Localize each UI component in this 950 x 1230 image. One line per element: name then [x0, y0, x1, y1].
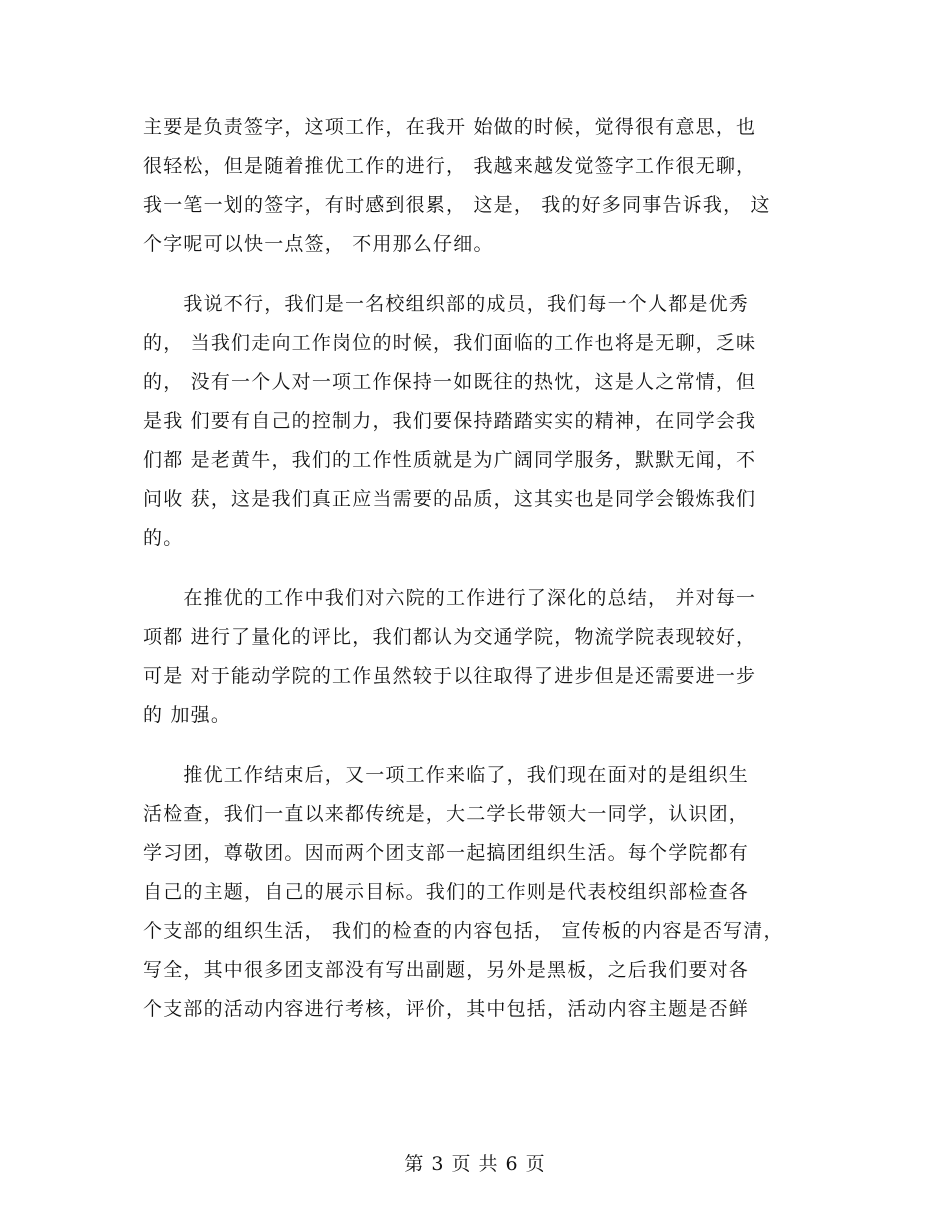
text-line: 主要是负责签字，这项工作，在我开 始做的时候，觉得很有意思，也 — [143, 116, 757, 138]
paragraph-4 — [143, 756, 823, 1029]
text-line: 学习团，尊敬团。因而两个团支部一起搞团组织生活。每个学院都有 — [143, 842, 750, 864]
text-line: 写全，其中很多团支部没有写出副题，另外是黑板，之后我们要对各 — [143, 959, 750, 981]
text-line: 可是 对于能动学院的工作虽然较于以往取得了进步但是还需要进一步 — [143, 665, 757, 687]
text-line: 我说不行，我们是一名校组织部的成员，我们每一个人都是优秀 — [143, 293, 750, 315]
text-line: 的， 当我们走向工作岗位的时候，我们面临的工作也将是无聊，乏味 — [143, 332, 757, 354]
text-line: 我一笔一划的签字，有时感到很累， 这是， 我的好多同事告诉我， 这 — [143, 194, 771, 216]
text-line: 个支部的活动内容进行考核，评价，其中包括，活动内容主题是否鲜 — [143, 998, 750, 1020]
text-line: 项都 进行了量化的评比，我们都认为交通学院，物流学院表现较好， — [143, 626, 757, 648]
text-line: 活检查，我们一直以来都传统是，大二学长带领大一同学，认识团， — [143, 803, 750, 825]
text-line: 的。 — [143, 527, 184, 549]
text-line: 们都 是老黄牛，我们的工作性质就是为广阔同学服务，默默无闻，不 — [143, 449, 757, 471]
page-number-footer: 第 3 页 共 6 页 — [404, 1153, 546, 1175]
document-body — [143, 108, 823, 1050]
text-line: 的 加强。 — [143, 704, 232, 726]
paragraph-2 — [143, 285, 823, 558]
text-line: 的， 没有一个人对一项工作保持一如既往的热忱，这是人之常情，但 — [143, 371, 757, 393]
text-line: 在推优的工作中我们对六院的工作进行了深化的总结， 并对每一 — [143, 587, 757, 609]
text-line: 问收 获，这是我们真正应当需要的品质，这其实也是同学会锻炼我们 — [143, 488, 757, 510]
paragraph-1 — [143, 108, 823, 264]
paragraph-3 — [143, 579, 823, 735]
text-line: 个支部的组织生活， 我们的检查的内容包括， 宣传板的内容是否写清， — [143, 920, 784, 942]
text-line: 是我 们要有自己的控制力，我们要保持踏踏实实的精神，在同学会我 — [143, 410, 757, 432]
text-line: 自己的主题，自己的展示目标。我们的工作则是代表校组织部检查各 — [143, 881, 750, 903]
text-line: 很轻松，但是随着推优工作的进行， 我越来越发觉签字工作很无聊， — [143, 155, 757, 177]
text-line: 个字呢可以快一点签， 不用那么仔细。 — [143, 233, 494, 255]
text-line: 推优工作结束后，又一项工作来临了，我们现在面对的是组织生 — [143, 764, 750, 786]
